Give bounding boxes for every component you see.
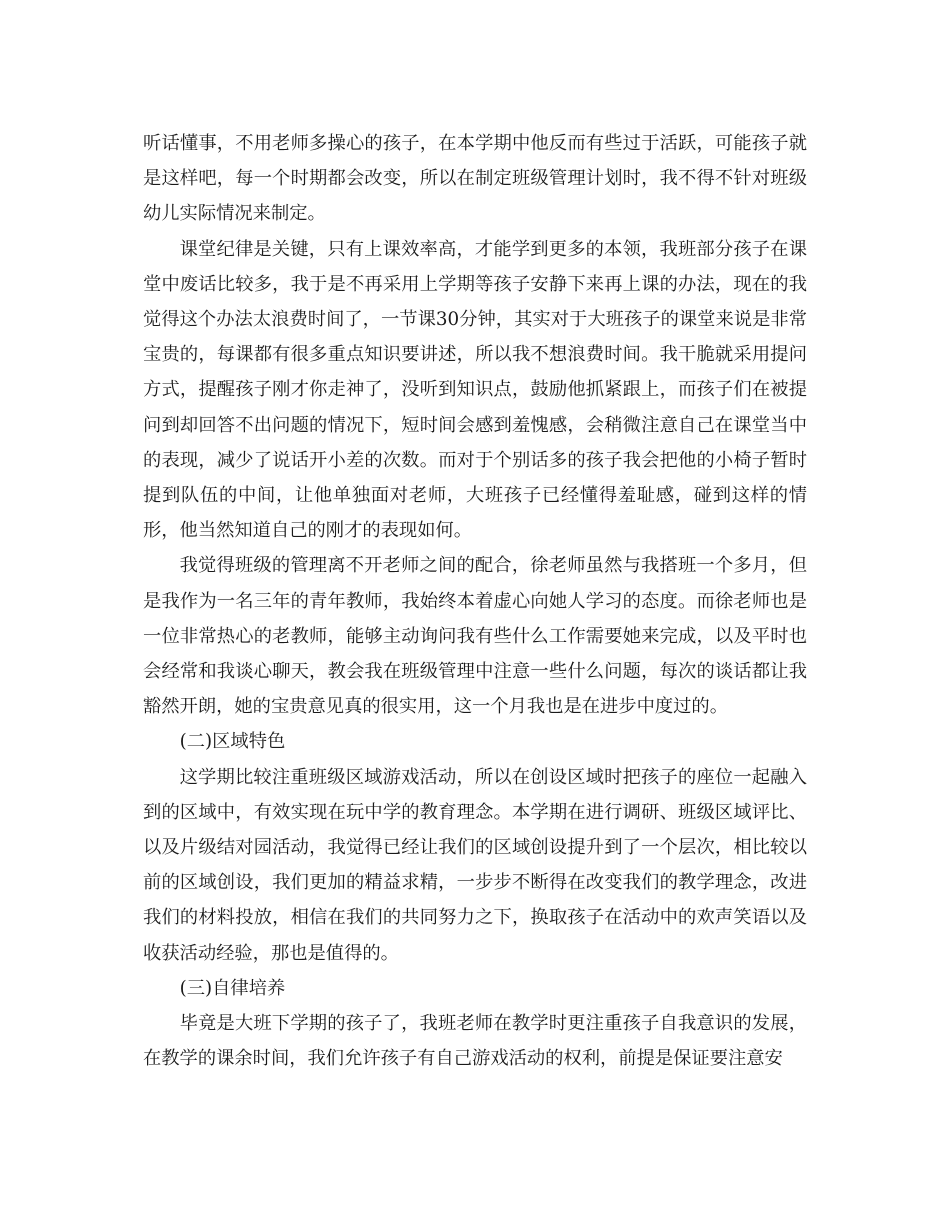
paragraph-area-games: 这学期比较注重班级区域游戏活动，所以在创设区域时把孩子的座位一起融入到的区域中，有效实现在玩中学的教育理念。本学期在进行调研、班级区域评比、以及片级结对园活动，我觉得已经让我们的区域创设提升到了一个层次，相比较以前的区域创设，我们更加的精益求精，一步步不断得在改变我们的教学理念，改进我们的材料投放，相信在我们的共同努力之下，换取孩子在活动中的欢声笑语以及收获活动经验，那也是值得的。 (143, 766, 807, 964)
section-heading-area-features: (二)区域特色 (179, 731, 286, 753)
section-heading-self-discipline: (三)自律培养 (179, 977, 286, 999)
document-body (143, 126, 807, 1076)
paragraph-continuation: 听话懂事，不用老师多操心的孩子，在本学期中他反而有些过于活跃，可能孩子就是这样吧，每一个时期都会改变，所以在制定班级管理计划时，我不得不针对班级幼儿实际情况来制定。 (143, 133, 807, 225)
paragraph-self-awareness: 毕竟是大班下学期的孩子了，我班老师在教学时更注重孩子自我意识的发展，在教学的课余时间，我们允许孩子有自己游戏活动的权利，前提是保证要注意安 (143, 1013, 807, 1070)
paragraph-teacher-cooperation: 我觉得班级的管理离不开老师之间的配合，徐老师虽然与我搭班一个多月，但是我作为一名三年的青年教师，我始终本着虚心向她人学习的态度。而徐老师也是一位非常热心的老教师，能够主动询问我有些什么工作需要她来完成，以及平时也会经常和我谈心聊天，教会我在班级管理中注意一些什么问题，每次的谈话都让我豁然开朗，她的宝贵意见真的很实用，这一个月我也是在进步中度过的。 (143, 555, 807, 718)
paragraph-classroom-discipline: 课堂纪律是关键，只有上课效率高，才能学到更多的本领，我班部分孩子在课堂中废话比较多，我于是不再采用上学期等孩子安静下来再上课的办法，现在的我觉得这个办法太浪费时间了，一节课30分钟，其实对于大班孩子的课堂来说是非常宝贵的，每课都有很多重点知识要讲述，所以我不想浪费时间。我干脆就采用提问方式，提醒孩子刚才你走神了，没听到知识点，鼓励他抓紧跟上，而孩子们在被提问到却回答不出问题的情况下，短时间会感到羞愧感，会稍微注意自己在课堂当中的表现，减少了说话开小差的次数。而对于个别话多的孩子我会把他的小椅子暂时提到队伍的中间，让他单独面对老师，大班孩子已经懂得羞耻感，碰到这样的情形，他当然知道自己的刚才的表现如何。 (143, 238, 807, 542)
